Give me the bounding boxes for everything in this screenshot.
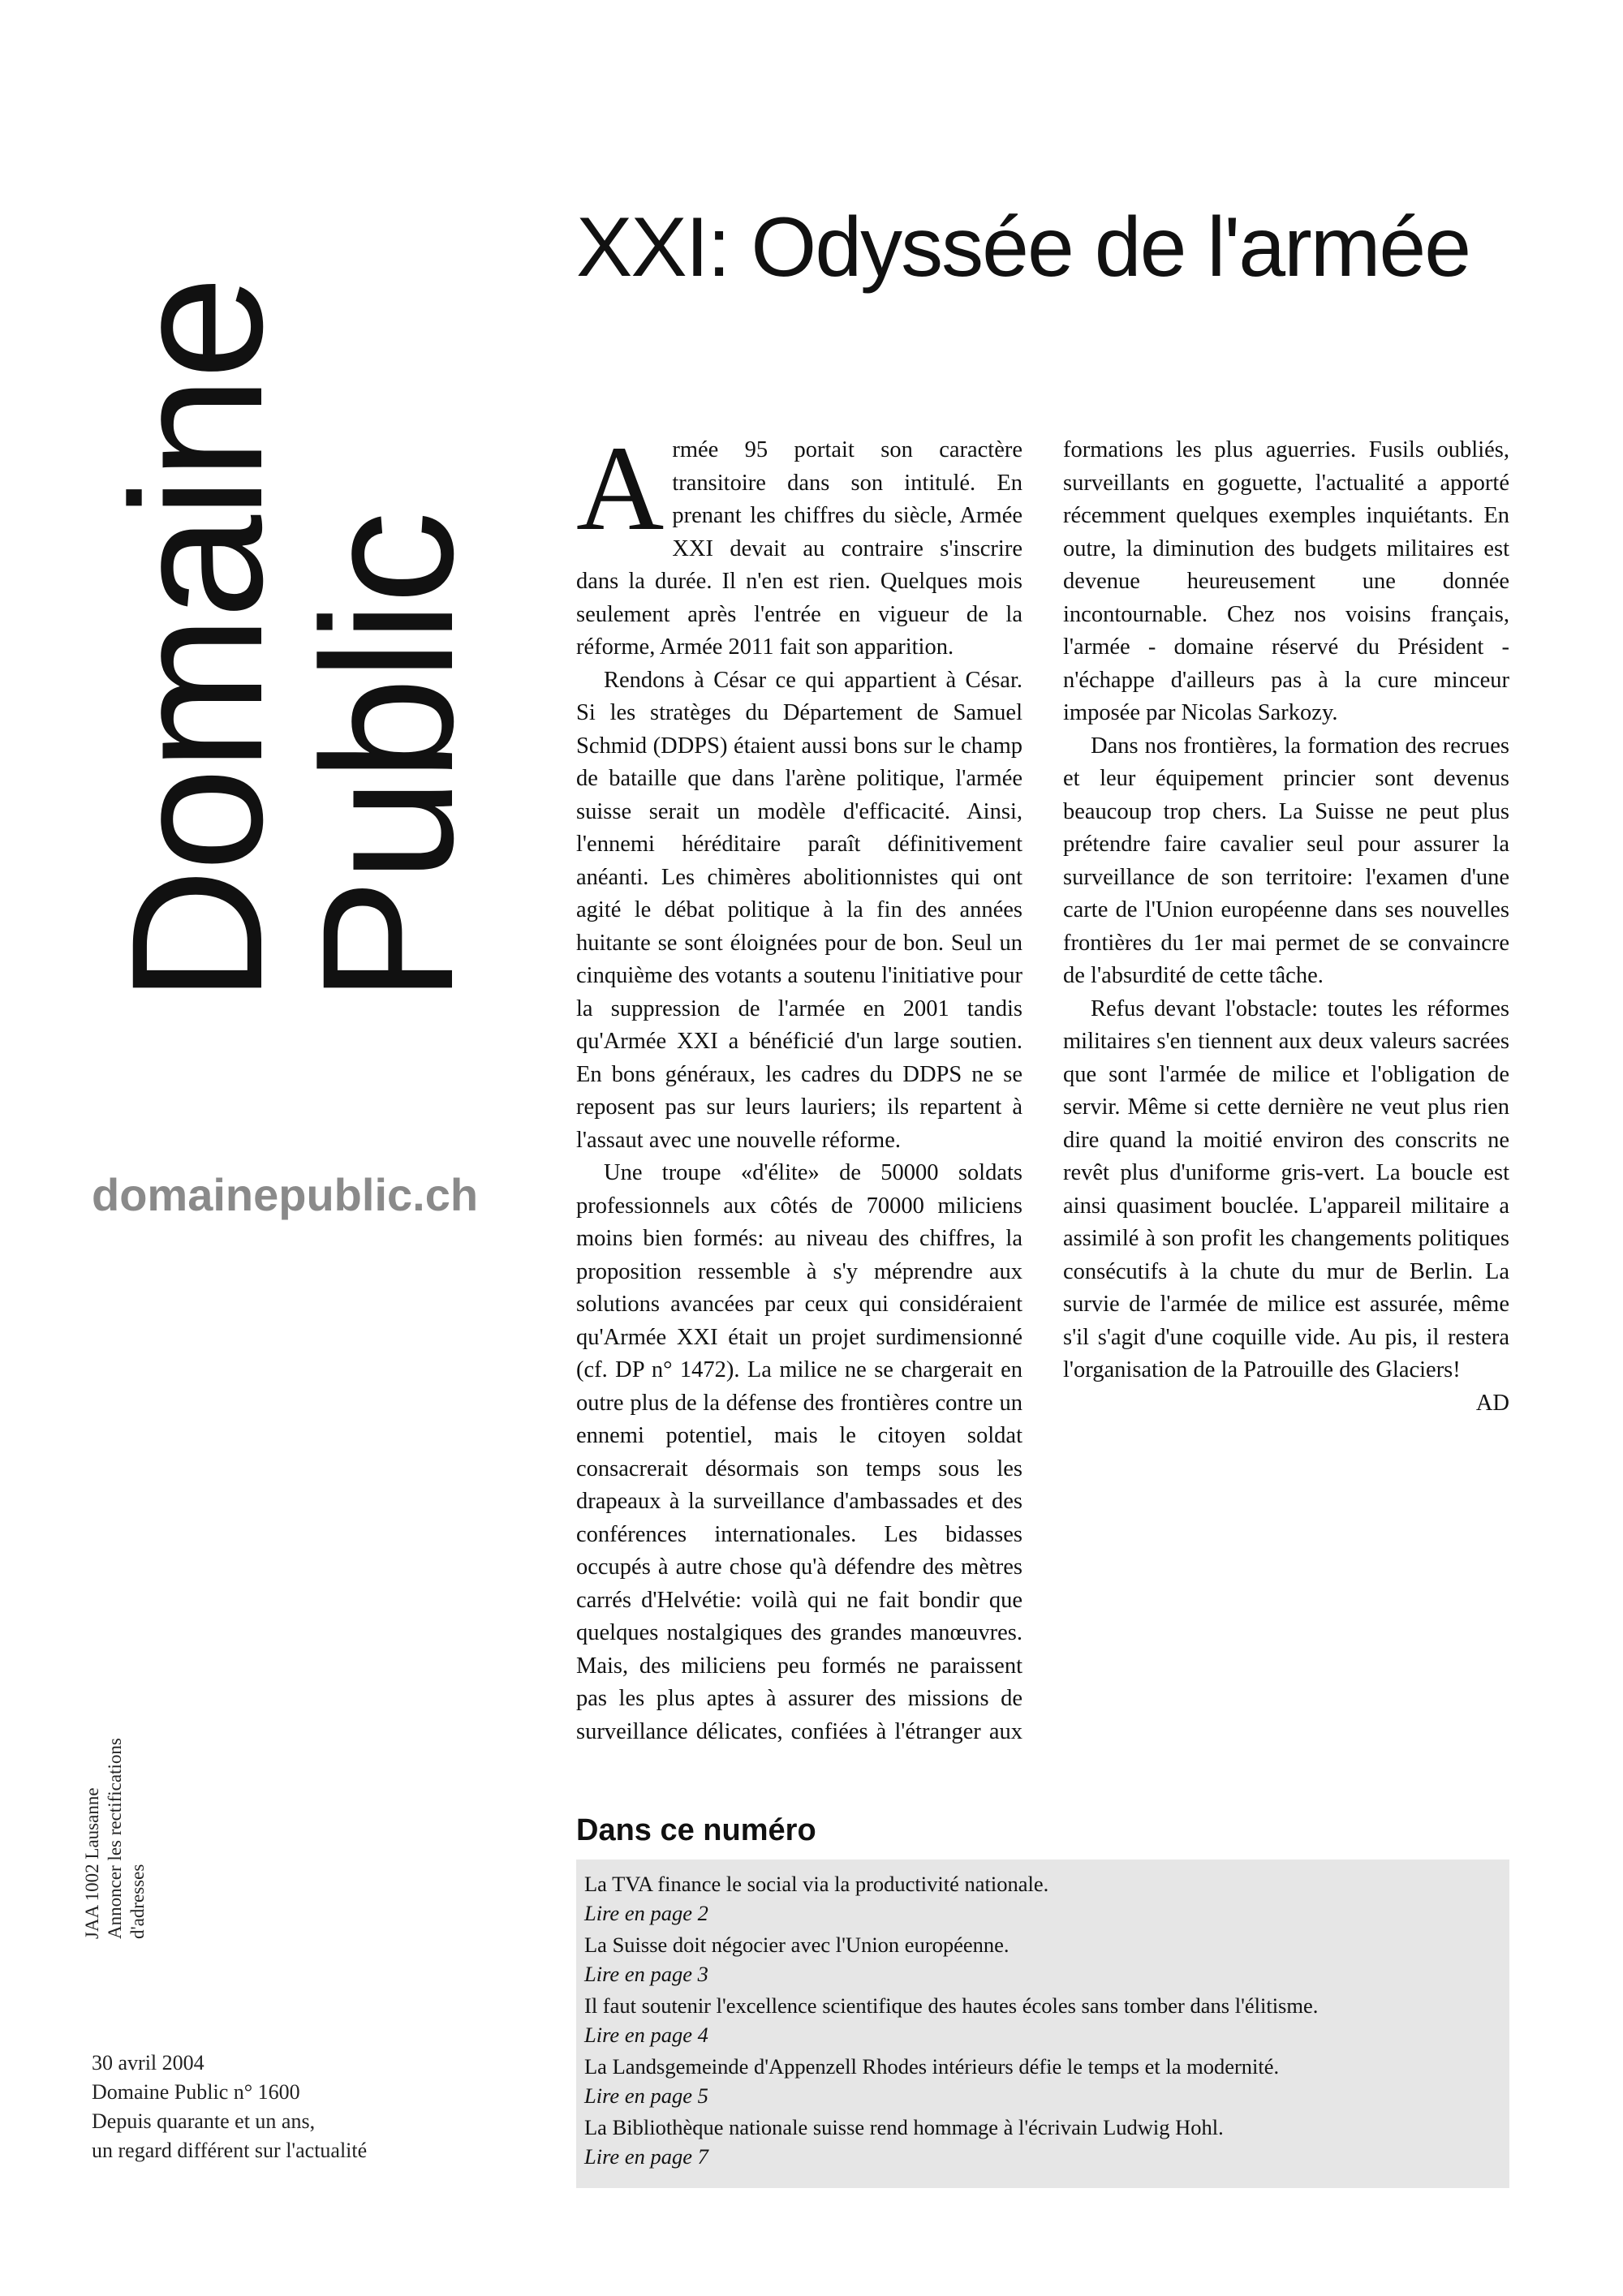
masthead	[65, 114, 519, 1168]
toc-box	[576, 1860, 1509, 2188]
mailing-line-2: Annoncer les rectifications	[105, 1738, 125, 1939]
website-url: domainepublic.ch	[92, 1169, 479, 1220]
toc-item	[584, 1869, 1501, 1928]
article-body	[576, 421, 1509, 1756]
toc-item-title: La Suisse doit négocier avec l'Union européenne.	[584, 1933, 1010, 1957]
mailing-notice	[81, 1696, 149, 1939]
toc-item	[584, 2052, 1501, 2110]
article-paragraph	[576, 421, 1022, 664]
paragraph-text: rmée 95 portait son caractère transitoire dans son intitulé. En prenant les chiffres du siècle, Armée XXI devait au contraire s'inscrire dans la durée. Il n'en est rien. Quelques mois seulement après l'entrée en vigueur de la réforme, Armée 2011 fait son apparition.	[576, 437, 1022, 660]
toc-item-page-link[interactable]: Lire en page 2	[584, 1901, 708, 1925]
author-signature: AD	[1475, 1390, 1509, 1416]
table-of-contents	[576, 1813, 1509, 2188]
article-paragraph	[1063, 993, 1509, 1416]
article-paragraph: Rendons à César ce qui appartient à César. Si les stratèges du Département de Samuel Schmid (DDPS) étaient aussi bons sur le champ de bataille que dans l'arène politique, l'armée suisse serait un modèle d'efficacité. Ainsi, l'ennemi héréditaire paraît définitivement anéanti. Les chimères abolitionnistes qui ont agité le débat politique à la fin des années huitante se sont éloignées pour de bon. Seul un cinquième des votants a soutenu l'initiative pour la suppression de l'armée en 2001 tandis qu'Armée XXI a bénéficié d'un large soutien. En bons généraux, les cadres du DDPS ne se reposent pas sur leurs lauriers; ils repartent à l'assaut avec une nouvelle réforme.	[576, 667, 1022, 1153]
masthead-title	[93, 278, 492, 1004]
masthead-line-public: Public	[283, 514, 492, 1004]
toc-item-page-link[interactable]: Lire en page 4	[584, 2023, 708, 2047]
mailing-line-3: d'adresses	[127, 1864, 148, 1939]
toc-item	[584, 1991, 1501, 2049]
drop-cap: A	[576, 421, 665, 556]
toc-heading: Dans ce numéro	[576, 1813, 816, 1847]
toc-item-page-link[interactable]: Lire en page 7	[584, 2144, 708, 2169]
toc-item-title: Il faut soutenir l'excellence scientifique des hautes écoles sans tomber dans l'élitisme.	[584, 1993, 1319, 2018]
toc-item-title: La Landsgemeinde d'Appenzell Rhodes intérieurs défie le temps et la modernité.	[584, 2054, 1280, 2079]
toc-item-page-link[interactable]: Lire en page 5	[584, 2083, 708, 2108]
toc-item	[584, 1930, 1501, 1989]
toc-item-title: La TVA finance le social via la productivité nationale.	[584, 1872, 1049, 1896]
issue-date: 30 avril 2004	[92, 2051, 204, 2075]
masthead-line-domaine: Domaine	[93, 278, 301, 1004]
article-paragraph: Dans nos frontières, la formation des recrues et leur équipement princier sont devenus beaucoup trop chers. La Suisse ne peut plus prétendre faire cavalier seul pour assurer la surveillance de son territoire: l'examen d'une carte de l'Union européenne dans ses nouvelles frontières du 1er mai permet de se convaincre de l'absurdité de cette tâche.	[1063, 733, 1509, 988]
article-title: XXI: Odyssée de l'armée	[576, 200, 1470, 295]
issue-info	[92, 2049, 367, 2165]
toc-item-page-link[interactable]: Lire en page 3	[584, 1962, 708, 1986]
issue-number: Domaine Public n° 1600	[92, 2080, 300, 2104]
paragraph-text: Refus devant l'obstacle: toutes les réformes militaires s'en tiennent aux deux valeurs sacrées que sont l'armée de milice et l'obligation de servir. Même si cette dernière ne veut plus rien dire quand la moitié environ des conscrits ne revêt plus d'uniforme gris-vert. La boucle est ainsi quasiment bouclée. L'appareil militaire a assimilé à son profit les changements politiques consécutifs à la chute du mur de Berlin. La survie de l'armée de milice est assurée, même s'il s'agit d'une coquille vide. Au pis, il restera l'organisation de la Patrouille des Glaciers!	[1063, 995, 1509, 1382]
mailing-line-1: JAA 1002 Lausanne	[82, 1787, 102, 1939]
toc-item	[584, 2113, 1501, 2171]
article-paragraph: Une troupe «d'élite» de 50000 soldats professionnels aux côtés de 70000 miliciens moins bien formés: au niveau des chiffres, la proposition ressemble à s'y méprendre aux solutions avancées par ceux qui considéraient qu'Armée XXI était un projet surdimensionné (cf. DP n° 1472). La milice ne se chargerait en outre plus de la défense des frontières contre un ennemi potentiel, mais le citoyen soldat consacrerait désormais son temps sous les drapeaux à la surveillance d'ambassades et des conférences internationales. Les bidasses occupés à autre chose qu'à défendre des mètres carrés d'Helvétie: voilà qui ne fait bondir que quelques nostalgiques des grandes manœuvres. Mais, des miliciens peu formés ne paraissent pas les plus aptes à assurer des missions de surveillance délicates, confiées à l'étranger aux formations les plus aguerries. Fusils oubliés, surveillants en goguette, l'actualité a apporté récemment quelques exemples inquiétants. En outre, la diminution des budgets militaires est devenue heureusement une donnée incontournable. Chez nos voisins français, l'armée - domaine réservé du Président - n'échappe d'ailleurs pas à la cure minceur imposée par Nicolas Sarkozy.	[576, 437, 1509, 1744]
issue-tagline-1: Depuis quarante et un ans,	[92, 2109, 316, 2133]
toc-item-title: La Bibliothèque nationale suisse rend hommage à l'écrivain Ludwig Hohl.	[584, 2115, 1224, 2139]
issue-tagline-2: un regard différent sur l'actualité	[92, 2139, 368, 2162]
